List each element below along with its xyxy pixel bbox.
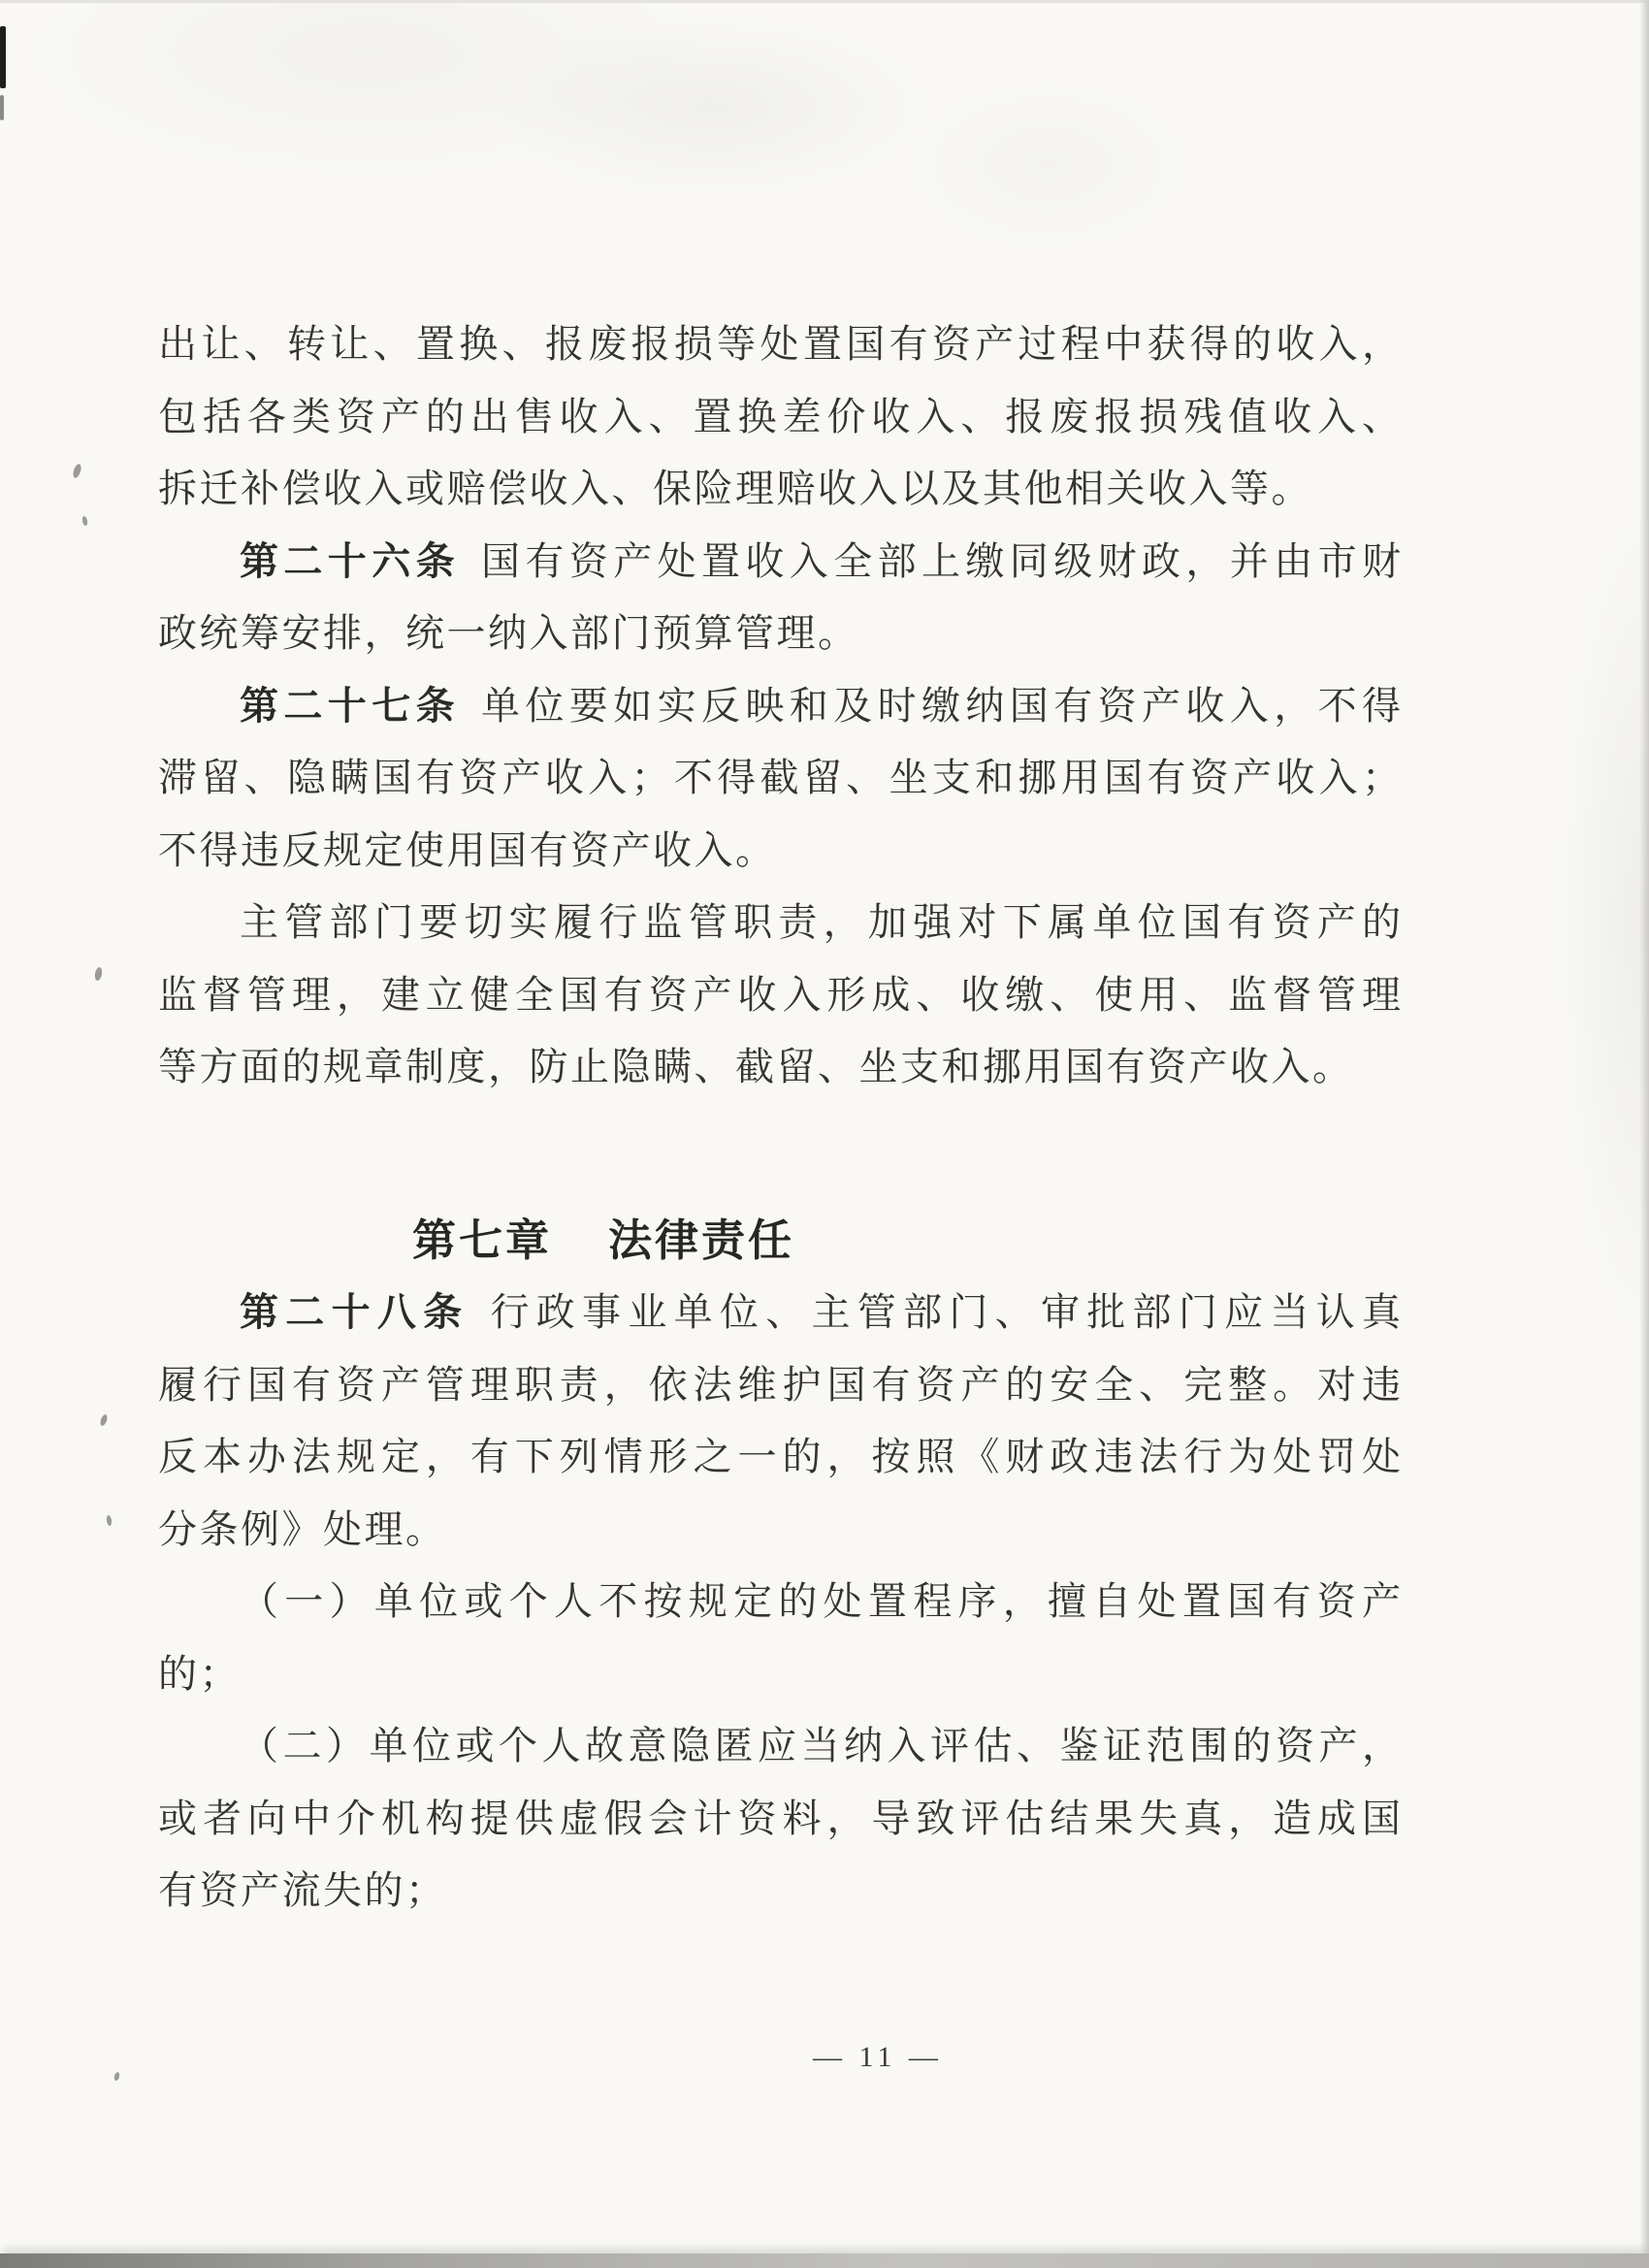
- document-line: [158, 1566, 1401, 1638]
- scan-edge-bottom: [0, 2253, 1649, 2268]
- line-text: 政统筹安排，统一纳入部门预算管理。: [158, 611, 859, 655]
- scan-artifact-speck: [72, 463, 82, 478]
- document-line: [158, 959, 1401, 1032]
- line-text: 国有资产处置收入全部上缴同级财政，并由市财: [481, 538, 1401, 583]
- scan-artifact-speck: [106, 1515, 112, 1527]
- line-text: 反本办法规定，有下列情形之一的，按照《财政违法行为处罚处: [158, 1435, 1401, 1478]
- article-number: 第二十八条: [240, 1290, 469, 1334]
- document-line: [158, 1710, 1401, 1783]
- document-line: [158, 1638, 1401, 1711]
- chapter-heading: [412, 1205, 794, 1278]
- page-number: — 11 —: [813, 2041, 943, 2073]
- document-line: [158, 887, 1401, 959]
- scan-artifact-speck: [81, 516, 88, 527]
- scan-artifact-sliver: [0, 95, 4, 120]
- line-text: 等方面的规章制度，防止隐瞒、截留、坐支和挪用国有资产收入。: [158, 1045, 1354, 1088]
- article-number: 第二十七条: [240, 683, 460, 728]
- chapter-number: 第七章: [412, 1215, 553, 1265]
- scan-artifact-speck: [94, 966, 103, 981]
- scan-artifact-sliver: [0, 26, 6, 88]
- scan-edge-top: [0, 0, 1649, 3]
- line-text: 有资产流失的；: [158, 1868, 447, 1912]
- chapter-title: 法律责任: [608, 1215, 795, 1265]
- line-text: 的；: [158, 1651, 241, 1696]
- document-line: [158, 670, 1401, 743]
- document-line: [158, 453, 1401, 526]
- document-line: [158, 815, 1401, 888]
- document-line: [158, 1421, 1401, 1494]
- line-text: （二）单位或个人故意隐匿应当纳入评估、鉴证范围的资产，: [240, 1724, 1401, 1767]
- line-text: 主管部门要切实履行监管职责，加强对下属单位国有资产的: [240, 900, 1401, 944]
- scan-artifact-speck: [113, 2072, 120, 2082]
- scan-edge-right: [1639, 0, 1649, 2268]
- document-line: [158, 308, 1401, 381]
- line-text: 履行国有资产管理职责，依法维护国有资产的安全、完整。对违: [158, 1362, 1401, 1407]
- document-line: [158, 1031, 1401, 1104]
- document-line: [158, 1783, 1401, 1856]
- document-line: [158, 381, 1401, 454]
- document-line: [158, 1855, 1401, 1928]
- line-text: 或者向中介机构提供虚假会计资料，导致评估结果失真，造成国: [158, 1796, 1401, 1840]
- document-line: [158, 1494, 1401, 1567]
- line-text: 监督管理，建立健全国有资产收入形成、收缴、使用、监督管理: [158, 972, 1401, 1017]
- document-line: [158, 742, 1401, 815]
- line-text: 行政事业单位、主管部门、审批部门应当认真: [490, 1290, 1402, 1334]
- line-text: 拆迁补偿收入或赔偿收入、保险理赔收入以及其他相关收入等。: [158, 467, 1312, 510]
- scan-artifact-speck: [99, 1413, 109, 1426]
- article-number: 第二十六条: [240, 538, 460, 583]
- line-text: （一）单位或个人不按规定的处置程序，擅自处置国有资产: [240, 1579, 1401, 1623]
- document-line: [158, 526, 1401, 599]
- line-text: 单位要如实反映和及时缴纳国有资产收入，不得: [481, 683, 1401, 728]
- document-line: [158, 1277, 1401, 1349]
- line-text: 分条例》处理。: [158, 1507, 447, 1551]
- document-line: [158, 1349, 1401, 1422]
- document-line: [158, 598, 1401, 670]
- line-text: 不得违反规定使用国有资产收入。: [158, 827, 777, 872]
- line-text: 出让、转让、置换、报废报损等处置国有资产过程中获得的收入，: [158, 322, 1401, 366]
- line-text: 滞留、隐瞒国有资产收入；不得截留、坐支和挪用国有资产收入；: [158, 756, 1401, 799]
- document-body: [158, 308, 1401, 1928]
- line-text: 包括各类资产的出售收入、置换差价收入、报废报损残值收入、: [158, 394, 1401, 438]
